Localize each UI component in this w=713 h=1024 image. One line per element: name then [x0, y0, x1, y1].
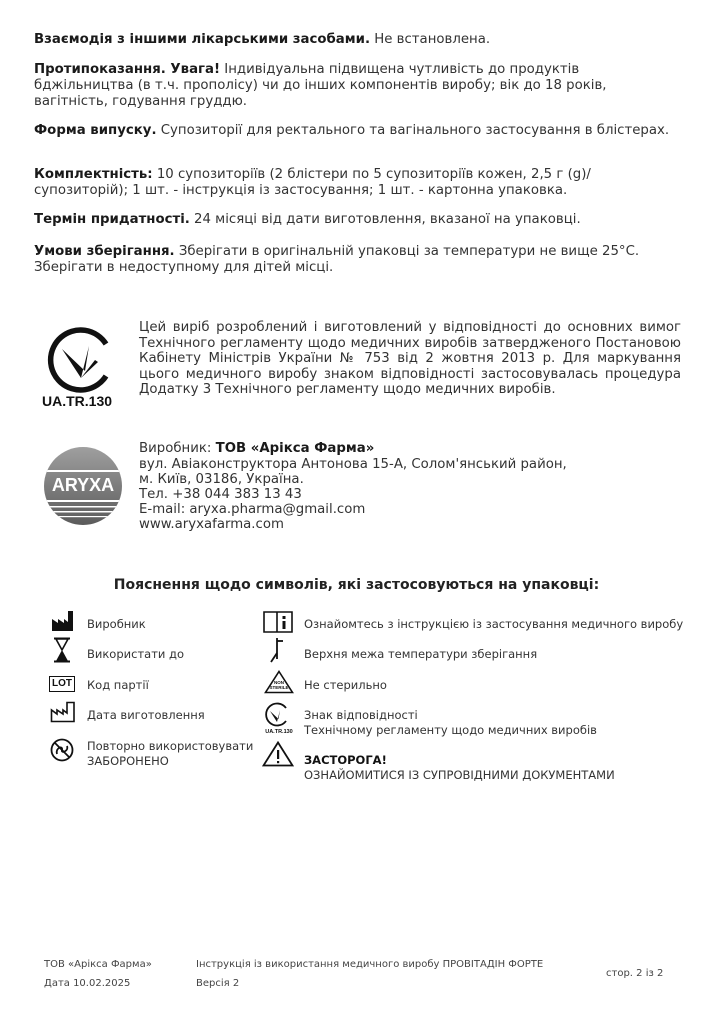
conformity-text: Цей виріб розроблений і виготовлений у відповідності до основних вимог Технічного регламенту щодо медичних виробів затвердженого Постановою Кабінету Міністрів України № 753 від 2 жовтня 2013 р. Для маркування цього медичного виробу знаком відповідності застосовувалась процедура Додатку 3 Технічного регламенту щодо медичних виробів. [139, 320, 681, 397]
manufacturer-icon [51, 610, 75, 636]
caution-line-2: ОЗНАЙОМИТИСЯ ІЗ СУПРОВІДНИМИ ДОКУМЕНТАМИ [304, 768, 615, 782]
completeness-paragraph [34, 167, 680, 199]
footer-doc-title: Інструкція із використання медичного виробу ПРОВІТАДІН ФОРТЕ [196, 959, 544, 970]
interaction-paragraph [34, 32, 680, 48]
lot-symbol-text: Код партії [87, 678, 149, 692]
do-not-reuse-line-2: ЗАБОРОНЕНО [87, 754, 169, 768]
contraindications-paragraph [34, 62, 680, 110]
footer-version: Версія 2 [196, 978, 240, 989]
storage-text: Зберігати в оригінальній упаковці за температури не вище 25°С. Зберігати в недоступному для дітей місці. [34, 244, 640, 275]
lot-icon-label: LOT [52, 678, 72, 689]
footer-date: Дата 10.02.2025 [44, 978, 131, 989]
contraindications-label: Протипоказання. Увага! [34, 62, 221, 77]
do-not-reuse-line-1: Повторно використовувати [87, 739, 254, 753]
manufacturer-name: ТОВ «Арікса Фарма» [215, 441, 375, 456]
shelf-life-text: 24 місяці від дати виготовлення, вказаної на упаковці. [189, 212, 581, 227]
non-sterile-icon [264, 670, 294, 698]
manufacture-date-icon [50, 701, 76, 727]
use-by-symbol-text: Використати до [87, 647, 185, 661]
aryxa-logo-text: ARYXA [51, 475, 115, 495]
conformity-mark-icon-label: UA.TR.130 [265, 729, 293, 735]
phone-line: Тел. +38 044 383 13 43 [139, 487, 302, 502]
consult-instructions-symbol-text: Ознайомтесь з інструкцією із застосування медичного виробу [304, 617, 684, 631]
manufacturer-line [139, 441, 681, 457]
manufacturer-prefix: Виробник: [139, 441, 216, 456]
caution-line-1: ЗАСТОРОГА! [304, 753, 387, 767]
symbols-title: Пояснення щодо символів, які застосовуються на упаковці: [113, 577, 600, 593]
conformity-mark-line-2: Технічному регламенту щодо медичних виробів [304, 723, 597, 737]
non-sterile-badge-line-1: NON [274, 680, 284, 685]
non-sterile-symbol-text: Не стерильно [304, 678, 387, 692]
manufacturer-symbol-text: Виробник [87, 617, 146, 631]
release-form-label: Форма випуску. [34, 123, 157, 138]
manufacture-date-symbol-text: Дата виготовлення [87, 708, 205, 722]
storage-paragraph [34, 244, 680, 276]
address-line-2: м. Київ, 03186, Україна. [139, 472, 304, 487]
release-form-paragraph [34, 123, 680, 139]
conformity-mark-line-1: Знак відповідності [304, 708, 418, 722]
completeness-text: 10 супозиторіїв (2 блістери по 5 супозиторіїв кожен, 2,5 г (g)/супозиторій); 1 шт. - інструкція із застосування; 1 шт. - картонна упаковка. [34, 167, 591, 198]
ua-mark-label: UA.TR.130 [42, 393, 113, 409]
temperature-limit-symbol-text: Верхня межа температури зберігання [304, 647, 538, 661]
temperature-limit-icon [267, 637, 285, 667]
use-by-hourglass-icon [53, 637, 71, 667]
completeness-label: Комплектність: [34, 167, 153, 182]
release-form-text: Супозиторії для ректального та вагінального застосування в блістерах. [156, 123, 670, 138]
conformity-mark-icon [262, 701, 296, 737]
address-line-1: вул. Авіаконструктора Антонова 15-А, Солом'янський район, [139, 457, 567, 472]
storage-label: Умови зберігання. [34, 244, 175, 259]
caution-icon [262, 741, 294, 771]
email-line: E-mail: aryxa.pharma@gmail.com [139, 502, 366, 517]
contraindications-text: Індивідуальна підвищена чутливість до продуктів бджільництва (в т.ч. прополісу) чи до інших компонентів виробу; вік до 18 років, вагітність, годування груддю. [34, 62, 607, 109]
aryxa-logo [43, 446, 123, 526]
footer-page: стор. 2 із 2 [606, 968, 664, 979]
interaction-label: Взаємодія з іншими лікарськими засобами. [34, 32, 371, 47]
footer-company: ТОВ «Арікса Фарма» [44, 959, 152, 970]
lot-icon [49, 676, 75, 692]
shelf-life-label: Термін придатності. [34, 212, 190, 227]
non-sterile-badge-line-2: STERILE [269, 685, 289, 690]
web-line: www.aryxafarma.com [139, 517, 284, 532]
shelf-life-paragraph [34, 212, 680, 228]
interaction-text: Не встановлена. [370, 32, 491, 47]
consult-instructions-icon [263, 611, 293, 637]
do-not-reuse-icon [50, 738, 74, 766]
